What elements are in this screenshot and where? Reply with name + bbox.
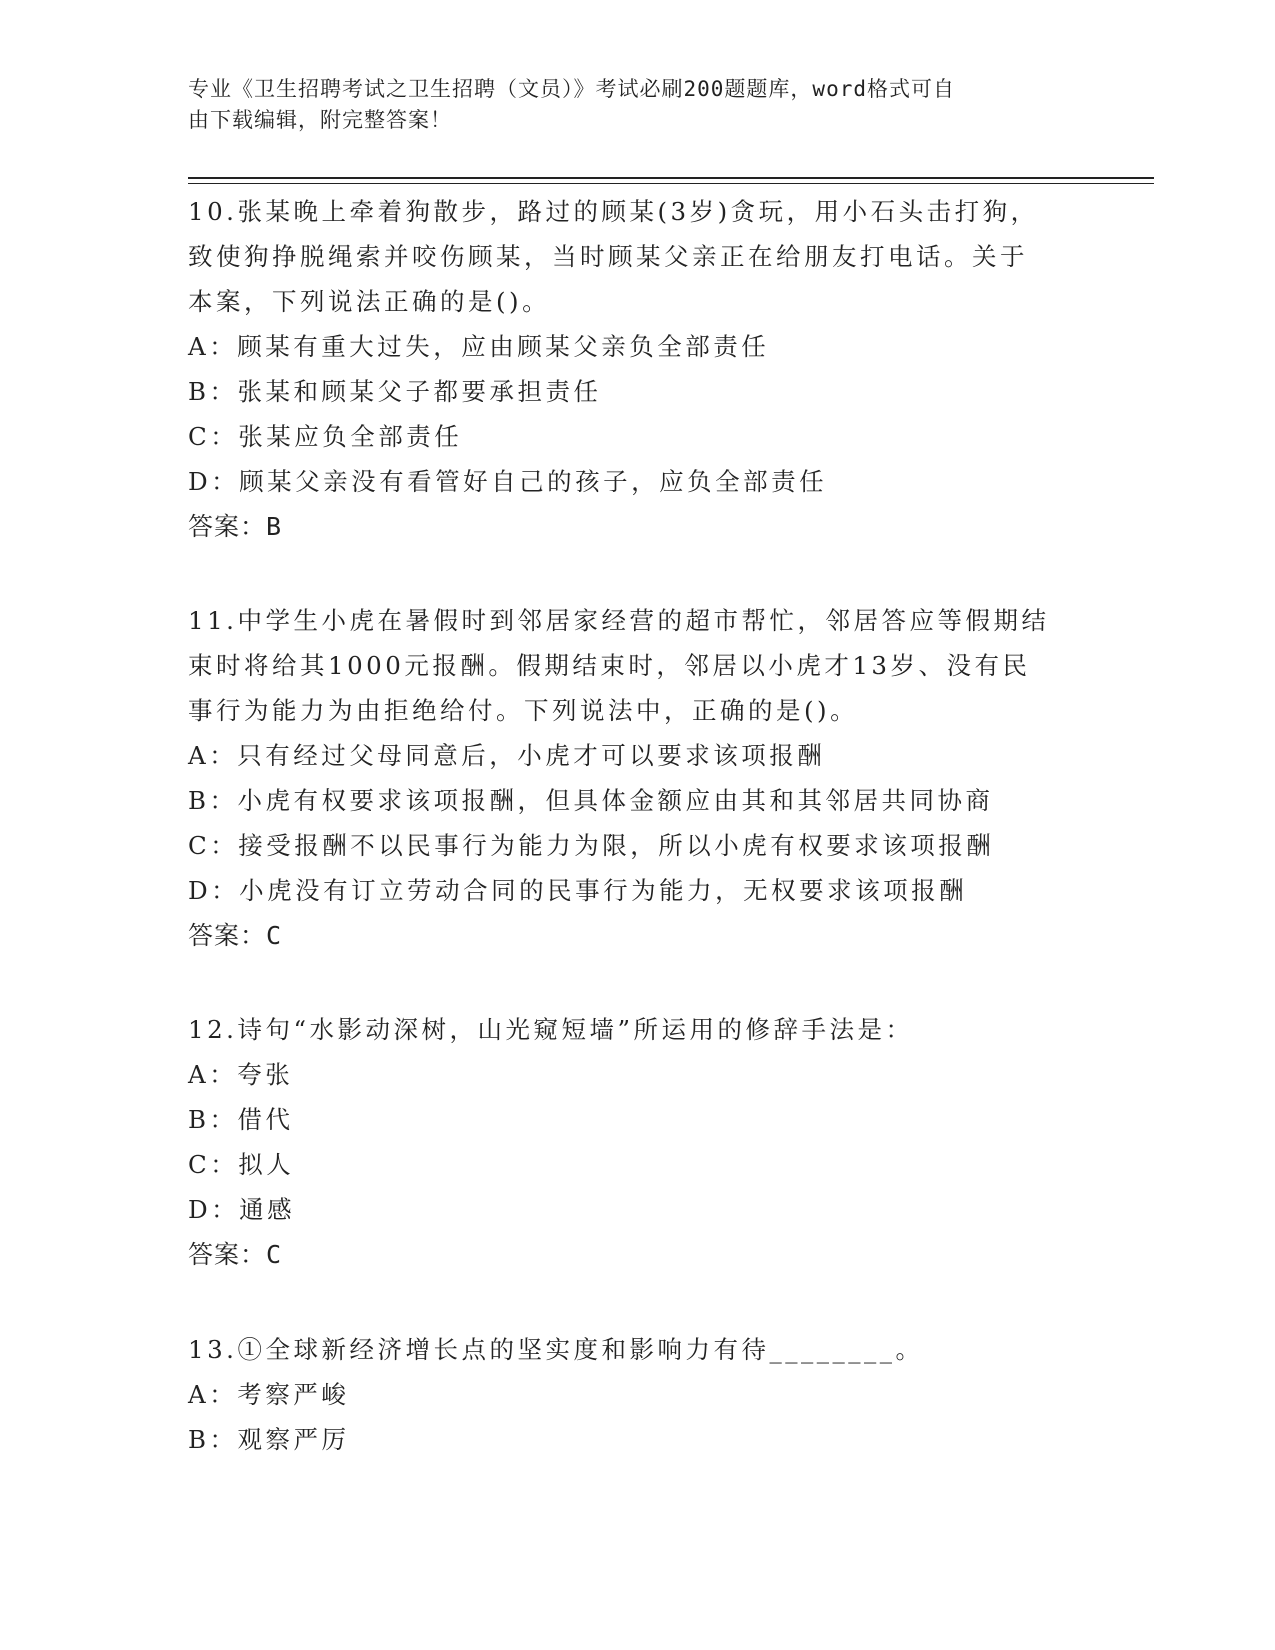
answer-value: C	[266, 921, 283, 950]
question-stem-line: 事行为能力为由拒绝给付。下列说法中，正确的是()。	[188, 696, 859, 725]
option-a: A：夸张	[188, 1060, 294, 1089]
question-stem-line: 束时将给其1000元报酬。假期结束时，邻居以小虎才13岁、没有民	[188, 651, 1031, 680]
answer	[188, 504, 1088, 549]
answer	[188, 913, 1088, 958]
question-stem-line: 致使狗挣脱绳索并咬伤顾某，当时顾某父亲正在给朋友打电话。关于	[188, 242, 1028, 271]
option-a: A：考察严峻	[188, 1380, 350, 1409]
option-a: A：只有经过父母同意后，小虎才可以要求该项报酬	[188, 741, 826, 770]
option-b: B：借代	[188, 1105, 294, 1134]
answer	[188, 1232, 1088, 1277]
question-stem-line: 13.①全球新经济增长点的坚实度和影响力有待________。	[188, 1335, 924, 1364]
option-c: C：拟人	[188, 1150, 295, 1179]
option-d: D：小虎没有订立劳动合同的民事行为能力，无权要求该项报酬	[188, 876, 968, 905]
question-stem-line: 11.中学生小虎在暑假时到邻居家经营的超市帮忙，邻居答应等假期结	[188, 606, 1050, 635]
option-d: D：通感	[188, 1195, 296, 1224]
answer-value: B	[266, 512, 283, 541]
question-10	[188, 189, 1088, 549]
answer-label: 答案：	[188, 921, 267, 950]
answer-value: C	[266, 1240, 283, 1269]
document-header	[188, 74, 1068, 136]
header-divider-thin	[188, 183, 1154, 184]
option-b: B：小虎有权要求该项报酬，但具体金额应由其和其邻居共同协商	[188, 786, 994, 815]
option-d: D：顾某父亲没有看管好自己的孩子，应负全部责任	[188, 467, 828, 496]
question-stem-line: 12.诗句“水影动深树，山光窥短墙”所运用的修辞手法是：	[188, 1015, 914, 1044]
option-a: A：顾某有重大过失，应由顾某父亲负全部责任	[188, 332, 770, 361]
question-13	[188, 1327, 1088, 1462]
question-11	[188, 598, 1088, 958]
question-12	[188, 1007, 1088, 1277]
header-line-1: 专业《卫生招聘考试之卫生招聘（文员）》考试必刷200题题库，word格式可自	[188, 77, 955, 101]
question-stem-line: 10.张某晚上牵着狗散步，路过的顾某(3岁)贪玩，用小石头击打狗，	[188, 197, 1039, 226]
header-divider-thick	[188, 177, 1154, 179]
answer-label: 答案：	[188, 512, 267, 541]
option-c: C：接受报酬不以民事行为能力为限，所以小虎有权要求该项报酬	[188, 831, 995, 860]
question-stem-line: 本案，下列说法正确的是()。	[188, 287, 551, 316]
header-line-2: 由下载编辑，附完整答案！	[188, 108, 452, 132]
option-c: C：张某应负全部责任	[188, 422, 463, 451]
answer-label: 答案：	[188, 1240, 267, 1269]
option-b: B：观察严厉	[188, 1425, 350, 1454]
option-b: B：张某和顾某父子都要承担责任	[188, 377, 602, 406]
